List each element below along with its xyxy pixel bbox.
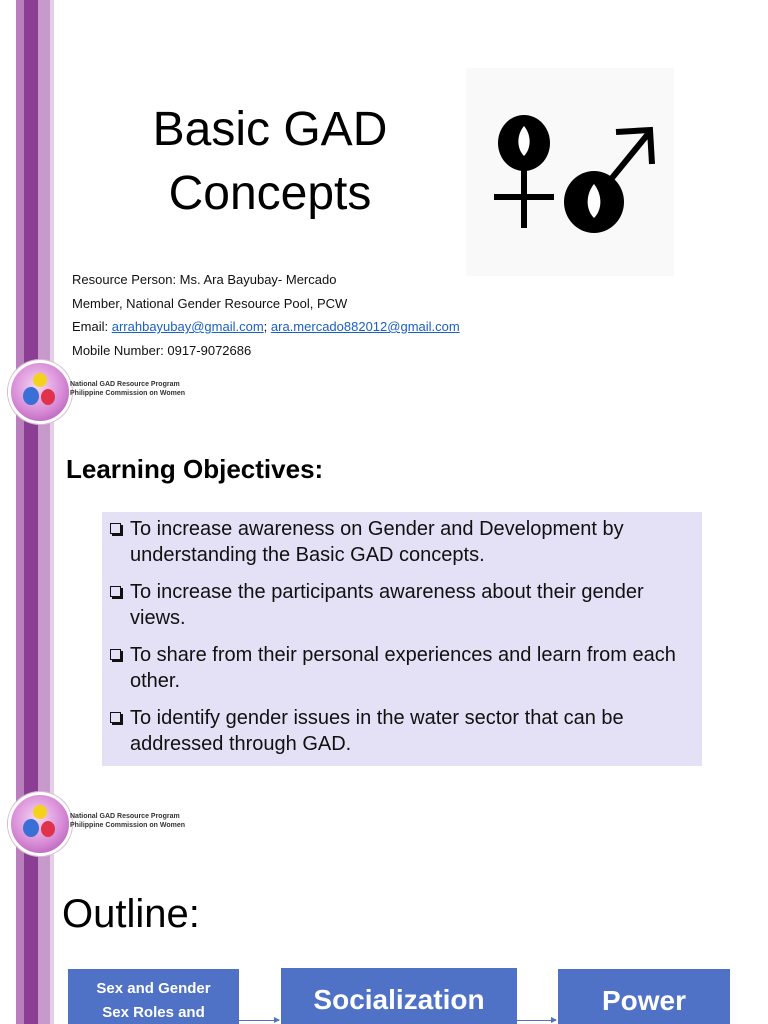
decor-stripe <box>24 864 38 1024</box>
objectives-list <box>102 512 702 766</box>
title-line-2: Concepts <box>168 167 372 220</box>
email-separator: ; <box>263 319 271 334</box>
outline-box-power <box>558 969 730 1024</box>
female-male-symbols-icon <box>466 68 674 276</box>
title-line-1: Basic GAD <box>152 103 388 156</box>
email-line <box>72 315 460 339</box>
pcw-emblem-icon <box>8 792 72 856</box>
objectives-slide <box>0 432 768 864</box>
slide-title <box>120 98 420 226</box>
outline-box-socialization <box>281 968 517 1024</box>
pcw-emblem-icon <box>8 360 72 424</box>
outline-box-sex-gender <box>68 969 239 1024</box>
checkbox-bullet-icon <box>110 523 121 534</box>
resource-person: Resource Person: Ms. Ara Bayubay- Mercado <box>72 272 337 287</box>
objective-text: To identify gender issues in the water sector that can be addressed through GAD. <box>130 707 624 755</box>
pcw-logo <box>8 792 208 856</box>
outline-heading: Outline: <box>62 892 200 936</box>
box-label: Socialization <box>313 984 485 1015</box>
arrow-right-icon <box>517 1020 556 1021</box>
email-link-1[interactable]: arrahbayubay@gmail.com <box>111 319 264 334</box>
checkbox-bullet-icon <box>110 712 121 723</box>
decor-stripe <box>38 864 50 1024</box>
logo-line-1: National GAD Resource Program <box>70 381 180 388</box>
email-label: Email: <box>72 319 112 334</box>
checkbox-bullet-icon <box>110 649 121 660</box>
objective-text: To share from their personal experiences and learn from each other. <box>130 644 676 692</box>
objectives-heading: Learning Objectives: <box>66 454 324 484</box>
member-line: Member, National Gender Resource Pool, PCW <box>72 295 348 311</box>
objective-item <box>110 705 694 757</box>
decor-stripe <box>50 864 54 1024</box>
objective-text: To increase awareness on Gender and Development by understanding the Basic GAD concepts. <box>130 518 624 566</box>
title-slide <box>0 0 768 432</box>
objective-item <box>110 642 694 694</box>
presenter-info <box>72 268 460 362</box>
mobile-line: Mobile Number: 0917-9072686 <box>72 342 252 358</box>
logo-line-2: Philippine Commission on Women <box>70 822 185 829</box>
pcw-logo <box>8 360 208 424</box>
logo-line-1: National GAD Resource Program <box>70 813 180 820</box>
checkbox-bullet-icon <box>110 586 121 597</box>
logo-text <box>70 812 185 830</box>
box-line-1: Sex and Gender <box>96 980 211 997</box>
decor-stripe <box>16 864 24 1024</box>
box-label: Power <box>601 985 687 1016</box>
objective-text: To increase the participants awareness about their gender views. <box>130 581 644 629</box>
outline-slide <box>0 864 768 1024</box>
logo-line-2: Philippine Commission on Women <box>70 390 185 397</box>
email-link-2[interactable]: ara.mercado882012@gmail.com <box>270 319 460 334</box>
objective-item <box>110 579 694 631</box>
logo-text <box>70 380 185 398</box>
box-line-2: Sex Roles and <box>102 1004 205 1021</box>
objective-item <box>110 516 694 568</box>
arrow-right-icon <box>239 1020 279 1021</box>
